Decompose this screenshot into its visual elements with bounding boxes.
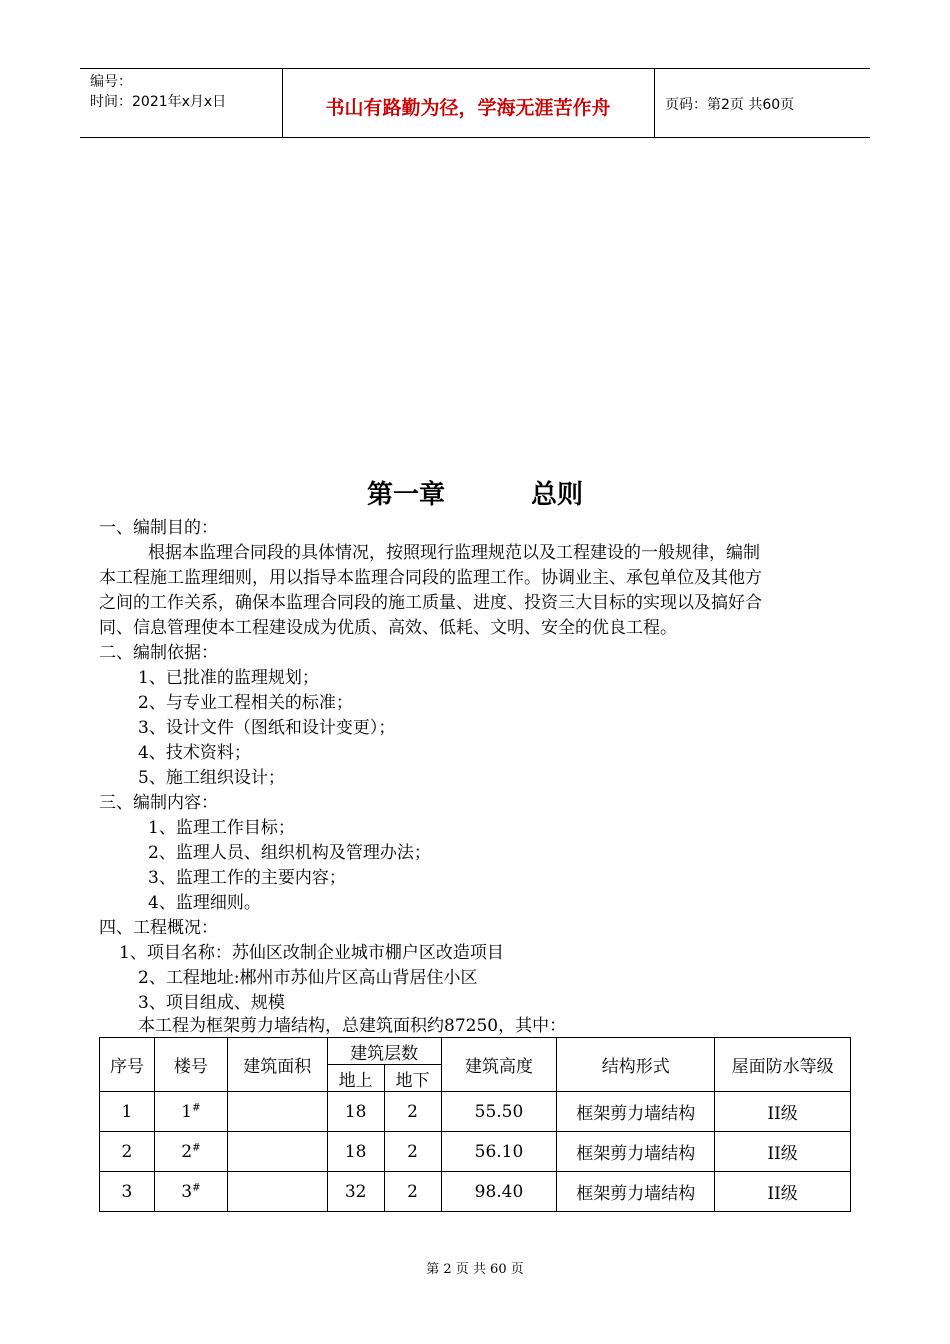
list-item: 2、与专业工程相关的标准； xyxy=(138,693,353,713)
header-floors: 建筑层数 xyxy=(327,1038,441,1065)
section-heading: 一、编制目的： xyxy=(99,518,218,538)
header-right-cell xyxy=(654,69,871,137)
table-row xyxy=(100,1172,851,1212)
list-item: 2、监理人员、组织机构及管理办法； xyxy=(148,843,431,863)
cell-roof: II级 xyxy=(715,1172,851,1212)
section-heading: 三、编制内容： xyxy=(99,793,218,813)
list-item: 3、项目组成、规模 xyxy=(138,993,285,1013)
header-area: 建筑面积 xyxy=(227,1038,327,1092)
table-header-row xyxy=(100,1038,851,1065)
header-motto: 书山有路勤为径，学海无涯苦作舟 xyxy=(325,97,611,119)
header-bldg: 楼号 xyxy=(154,1038,227,1092)
paragraph-line: 根据本监理合同段的具体情况，按照现行监理规范以及工程建设的一般规律，编制 xyxy=(148,543,760,563)
bldg-number: 2 xyxy=(181,1141,193,1162)
bldg-mark: # xyxy=(192,1181,201,1193)
document-date: 时间：2021年x月x日 xyxy=(90,94,227,110)
chapter-number: 第一章 xyxy=(366,480,445,510)
cell-area xyxy=(227,1092,327,1132)
bldg-number: 1 xyxy=(181,1101,193,1122)
document-number-label: 编号： xyxy=(90,74,132,90)
bldg-mark: # xyxy=(192,1101,201,1113)
header-center-cell xyxy=(282,69,654,137)
bldg-mark: # xyxy=(192,1141,201,1153)
cell-below: 2 xyxy=(384,1172,441,1212)
list-item: 1、已批准的监理规划； xyxy=(138,668,319,688)
cell-height: 98.40 xyxy=(441,1172,557,1212)
cell-struct: 框架剪力墙结构 xyxy=(557,1172,715,1212)
header-left-cell xyxy=(80,69,283,137)
section-heading: 二、编制依据： xyxy=(99,643,218,663)
header-above: 地上 xyxy=(327,1065,384,1092)
paragraph-line: 同、信息管理使本工程建设成为优质、高效、低耗、文明、安全的优良工程。 xyxy=(99,618,677,638)
cell-below: 2 xyxy=(384,1092,441,1132)
list-item: 3、设计文件（图纸和设计变更）； xyxy=(138,718,396,738)
cell-below: 2 xyxy=(384,1132,441,1172)
building-table xyxy=(99,1037,851,1212)
paragraph-line: 本工程施工监理细则，用以指导本监理合同段的监理工作。协调业主、承包单位及其他方 xyxy=(99,568,762,588)
table-row xyxy=(100,1132,851,1172)
cell-seq: 1 xyxy=(100,1092,155,1132)
table-row xyxy=(100,1092,851,1132)
list-item: 4、监理细则。 xyxy=(148,893,261,913)
header-seq: 序号 xyxy=(100,1038,155,1092)
paragraph-line: 之间的工作关系，确保本监理合同段的施工质量、进度、投资三大目标的实现以及搞好合 xyxy=(99,593,762,613)
cell-height: 56.10 xyxy=(441,1132,557,1172)
cell-bldg xyxy=(154,1172,227,1212)
cell-bldg xyxy=(154,1092,227,1132)
cell-height: 55.50 xyxy=(441,1092,557,1132)
list-item: 4、技术资料； xyxy=(138,743,251,763)
chapter-name: 总则 xyxy=(531,480,584,510)
cell-above: 18 xyxy=(327,1092,384,1132)
list-item: 1、监理工作目标； xyxy=(148,818,295,838)
list-item: 3、监理工作的主要内容； xyxy=(148,868,346,888)
list-item: 5、施工组织设计； xyxy=(138,768,285,788)
cell-bldg xyxy=(154,1132,227,1172)
header-page-info: 页码：第2页 共60页 xyxy=(665,97,795,113)
list-item: 1、项目名称：苏仙区改制企业城市棚户区改造项目 xyxy=(119,943,504,963)
cell-seq: 2 xyxy=(100,1132,155,1172)
page-footer: 第 2 页 共 60 页 xyxy=(426,1262,524,1277)
cell-struct: 框架剪力墙结构 xyxy=(557,1092,715,1132)
section-heading: 四、工程概况： xyxy=(99,918,218,938)
page-header xyxy=(80,68,870,138)
paragraph-line: 本工程为框架剪力墙结构，总建筑面积约87250，其中： xyxy=(138,1016,567,1036)
cell-seq: 3 xyxy=(100,1172,155,1212)
cell-roof: II级 xyxy=(715,1132,851,1172)
bldg-number: 3 xyxy=(181,1181,193,1202)
header-height: 建筑高度 xyxy=(441,1038,557,1092)
header-below: 地下 xyxy=(384,1065,441,1092)
header-roof: 屋面防水等级 xyxy=(715,1038,851,1092)
cell-above: 18 xyxy=(327,1132,384,1172)
cell-area xyxy=(227,1172,327,1212)
list-item: 2、工程地址:郴州市苏仙片区高山背居住小区 xyxy=(138,968,478,988)
chapter-title xyxy=(0,474,950,511)
header-struct: 结构形式 xyxy=(557,1038,715,1092)
cell-struct: 框架剪力墙结构 xyxy=(557,1132,715,1172)
cell-area xyxy=(227,1132,327,1172)
cell-above: 32 xyxy=(327,1172,384,1212)
cell-roof: II级 xyxy=(715,1092,851,1132)
